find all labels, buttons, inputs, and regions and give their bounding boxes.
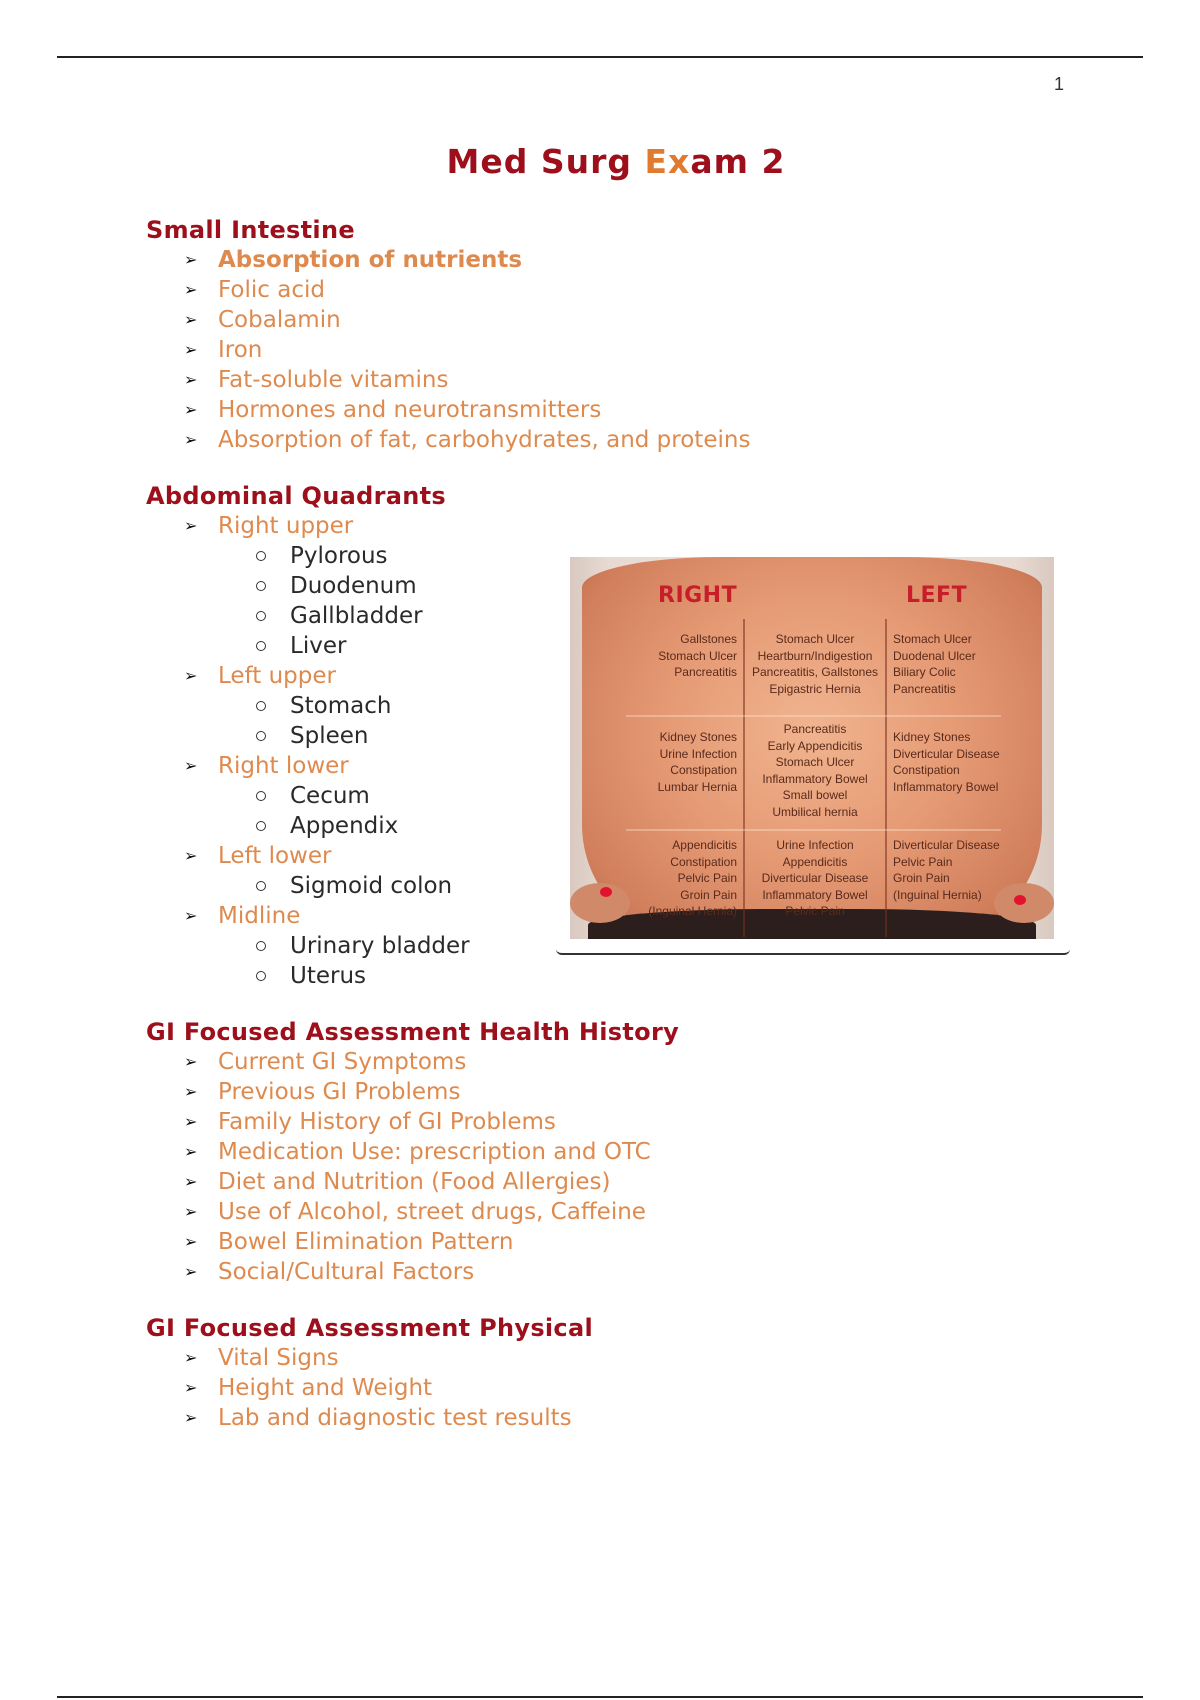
circle-bullet-icon — [256, 941, 266, 951]
condition-text: Constipation — [670, 854, 737, 869]
condition-text: (Inguinal Hernia) — [893, 887, 982, 902]
section-small-intestine — [146, 215, 1146, 455]
quadrant-label: Midline — [218, 903, 301, 929]
section-gi-physical — [146, 1313, 1146, 1433]
quadrant-label: Right upper — [218, 513, 354, 539]
arrow-bullet-icon: ➢ — [184, 1142, 198, 1161]
arrow-bullet-icon: ➢ — [184, 1348, 198, 1367]
quadrant-grid — [626, 619, 1001, 937]
list-item — [146, 1197, 1146, 1227]
condition-text: Pelvic Pain — [785, 904, 845, 918]
organ-name: Uterus — [290, 963, 367, 989]
section-title: GI Focused Assessment Physical — [146, 1314, 593, 1342]
condition-text: Stomach Ulcer — [775, 632, 855, 646]
condition-text: Stomach Ulcer — [658, 648, 737, 663]
section-title: GI Focused Assessment Health History — [146, 1018, 680, 1046]
organ-name: Pylorous — [290, 543, 388, 569]
condition-text: Pelvic Pain — [677, 871, 737, 885]
condition-text: Pancreatitis, Gallstones — [751, 665, 879, 679]
condition-text: Diverticular Disease — [761, 871, 869, 885]
fingernail-icon — [1014, 895, 1026, 905]
arrow-bullet-icon: ➢ — [184, 250, 198, 269]
list-item-text: Family History of GI Problems — [218, 1109, 556, 1135]
list-item — [146, 335, 1146, 365]
list-item — [146, 1047, 1146, 1077]
quadrant-cell-r3c1 — [626, 831, 743, 937]
condition-text: Stomach Ulcer — [893, 632, 972, 646]
condition-text: Lumbar Hernia — [657, 779, 737, 794]
arrow-bullet-icon: ➢ — [184, 1082, 198, 1101]
list-item-text: Folic acid — [218, 277, 325, 303]
quadrant-cell-r3c2 — [745, 831, 885, 937]
condition-text: Constipation — [670, 763, 737, 777]
condition-text: Epigastric Hernia — [769, 681, 861, 696]
list-item-text: Previous GI Problems — [218, 1079, 461, 1105]
quadrant-label: Left lower — [218, 843, 332, 869]
circle-bullet-icon — [256, 641, 266, 651]
quadrant-cell-r3c3 — [887, 831, 1001, 937]
condition-text: Kidney Stones — [893, 730, 971, 744]
list-item-text: Absorption of fat, carbohydrates, and proteins — [218, 427, 751, 453]
list-item — [146, 1343, 1146, 1373]
quadrant-cell-r1c1 — [626, 619, 743, 715]
section-title: Abdominal Quadrants — [146, 482, 446, 510]
list-item-text: Absorption of nutrients — [218, 247, 523, 273]
list-item — [146, 365, 1146, 395]
list-item-text: Vital Signs — [218, 1345, 339, 1371]
list-item-text: Hormones and neurotransmitters — [218, 397, 602, 423]
condition-text: Pancreatitis — [674, 665, 737, 679]
list-item-text: Social/Cultural Factors — [218, 1259, 475, 1285]
arrow-bullet-icon: ➢ — [184, 340, 198, 359]
circle-bullet-icon — [256, 581, 266, 591]
section-gi-health-history — [146, 1017, 1146, 1287]
list-item — [146, 1077, 1146, 1107]
abdominal-quadrants-figure — [570, 557, 1054, 939]
list-item — [146, 245, 1146, 275]
quadrant-cell-r2c2 — [745, 717, 885, 829]
circle-bullet-icon — [256, 551, 266, 561]
list-item-text: Cobalamin — [218, 307, 341, 333]
condition-text: Groin Pain — [680, 887, 737, 902]
list-item-text: Medication Use: prescription and OTC — [218, 1139, 651, 1165]
arrow-bullet-icon: ➢ — [184, 1232, 198, 1251]
arrow-bullet-icon: ➢ — [184, 1052, 198, 1071]
organ-name: Cecum — [290, 783, 370, 809]
arrow-bullet-icon: ➢ — [184, 756, 198, 775]
circle-bullet-icon — [256, 701, 266, 711]
arrow-bullet-icon: ➢ — [184, 666, 198, 685]
arrow-bullet-icon: ➢ — [184, 1202, 198, 1221]
circle-bullet-icon — [256, 791, 266, 801]
arrow-bullet-icon: ➢ — [184, 846, 198, 865]
list-item — [146, 1227, 1146, 1257]
organ-name: Gallbladder — [290, 603, 423, 629]
list-item-text: Lab and diagnostic test results — [218, 1405, 572, 1431]
condition-text: Pancreatitis — [783, 722, 847, 736]
circle-bullet-icon — [256, 821, 266, 831]
condition-text: Appendicitis — [782, 854, 848, 869]
quadrant-cell-r1c2 — [745, 619, 885, 715]
condition-text: Inflammatory Bowel — [762, 771, 868, 786]
quadrant-label: Left upper — [218, 663, 336, 689]
top-rule — [57, 56, 1143, 58]
arrow-bullet-icon: ➢ — [184, 370, 198, 389]
condition-text: Diverticular Disease — [893, 746, 1000, 761]
condition-text: Small bowel — [782, 788, 848, 802]
quadrant-cell-r2c3 — [887, 717, 1001, 829]
list-item-text: Use of Alcohol, street drugs, Caffeine — [218, 1199, 646, 1225]
list-item — [146, 1257, 1146, 1287]
condition-text: Biliary Colic — [893, 665, 956, 679]
condition-text: Stomach Ulcer — [775, 755, 855, 769]
list-item — [146, 395, 1146, 425]
circle-bullet-icon — [256, 971, 266, 981]
quadrant-label: Right lower — [218, 753, 349, 779]
condition-text: Pelvic Pain — [893, 854, 953, 869]
list-item — [146, 275, 1146, 305]
list-item-text: Fat-soluble vitamins — [218, 367, 449, 393]
title-part-1: Med Surg — [446, 142, 645, 181]
list-item — [146, 1373, 1146, 1403]
arrow-bullet-icon: ➢ — [184, 1262, 198, 1281]
list-item-text: Diet and Nutrition (Food Allergies) — [218, 1169, 611, 1195]
condition-text: Groin Pain — [893, 871, 950, 885]
arrow-bullet-icon: ➢ — [184, 430, 198, 449]
condition-text: Duodenal Ulcer — [893, 648, 976, 663]
list-item-text: Bowel Elimination Pattern — [218, 1229, 514, 1255]
list-item-text: Iron — [218, 337, 263, 363]
list-item — [146, 425, 1146, 455]
organ-name: Liver — [290, 633, 347, 659]
list-item — [146, 1167, 1146, 1197]
organ-name: Spleen — [290, 723, 369, 749]
condition-text: Inflammatory Bowel — [762, 887, 868, 902]
condition-text: Kidney Stones — [659, 730, 737, 744]
arrow-bullet-icon: ➢ — [184, 1172, 198, 1191]
arrow-bullet-icon: ➢ — [184, 516, 198, 535]
arrow-bullet-icon: ➢ — [184, 1112, 198, 1131]
condition-text: Constipation — [893, 763, 960, 777]
arrow-bullet-icon: ➢ — [184, 1378, 198, 1397]
quadrant-cell-r2c1 — [626, 717, 743, 829]
list-item — [146, 305, 1146, 335]
condition-text: Diverticular Disease — [893, 838, 1000, 852]
organ-name: Sigmoid colon — [290, 873, 453, 899]
condition-text: Appendicitis — [672, 838, 737, 852]
bottom-rule — [57, 1696, 1143, 1698]
list-item — [146, 1137, 1146, 1167]
condition-text: Gallstones — [680, 632, 737, 646]
arrow-bullet-icon: ➢ — [184, 1408, 198, 1427]
bullet-list — [146, 245, 1146, 455]
section-title: Small Intestine — [146, 216, 355, 244]
bullet-list — [146, 1047, 1146, 1287]
page-number: 1 — [1054, 74, 1065, 94]
list-item-text: Height and Weight — [218, 1375, 433, 1401]
arrow-bullet-icon: ➢ — [184, 310, 198, 329]
condition-text: Heartburn/Indigestion — [757, 648, 873, 663]
list-item — [146, 1403, 1146, 1433]
left-side-label: LEFT — [906, 583, 968, 608]
organ-name: Duodenum — [290, 573, 417, 599]
organ-name: Stomach — [290, 693, 392, 719]
page-title — [0, 142, 1200, 181]
organ-name: Urinary bladder — [290, 933, 470, 959]
list-item-text: Current GI Symptoms — [218, 1049, 467, 1075]
list-item — [146, 1107, 1146, 1137]
condition-text: Urine Infection — [776, 838, 854, 852]
condition-text: (Inguinal Hernia) — [648, 904, 737, 918]
condition-text: Inflammatory Bowel — [893, 779, 999, 794]
arrow-bullet-icon: ➢ — [184, 400, 198, 419]
organ-name: Appendix — [290, 813, 399, 839]
circle-bullet-icon — [256, 881, 266, 891]
fingernail-icon — [600, 887, 612, 897]
sub-list-item — [146, 961, 1146, 991]
arrow-bullet-icon: ➢ — [184, 906, 198, 925]
condition-text: Pancreatitis — [893, 681, 956, 696]
circle-bullet-icon — [256, 611, 266, 621]
title-part-3: am 2 — [690, 142, 786, 181]
condition-text: Early Appendicitis — [767, 738, 863, 753]
quadrant-cell-r1c3 — [887, 619, 1001, 715]
title-part-2: Ex — [644, 142, 691, 181]
bullet-list — [146, 1343, 1146, 1433]
arrow-bullet-icon: ➢ — [184, 280, 198, 299]
right-side-label: RIGHT — [658, 583, 738, 608]
circle-bullet-icon — [256, 731, 266, 741]
abdomen-image — [570, 557, 1054, 939]
condition-text: Urine Infection — [659, 746, 737, 761]
condition-text: Umbilical hernia — [772, 804, 858, 819]
